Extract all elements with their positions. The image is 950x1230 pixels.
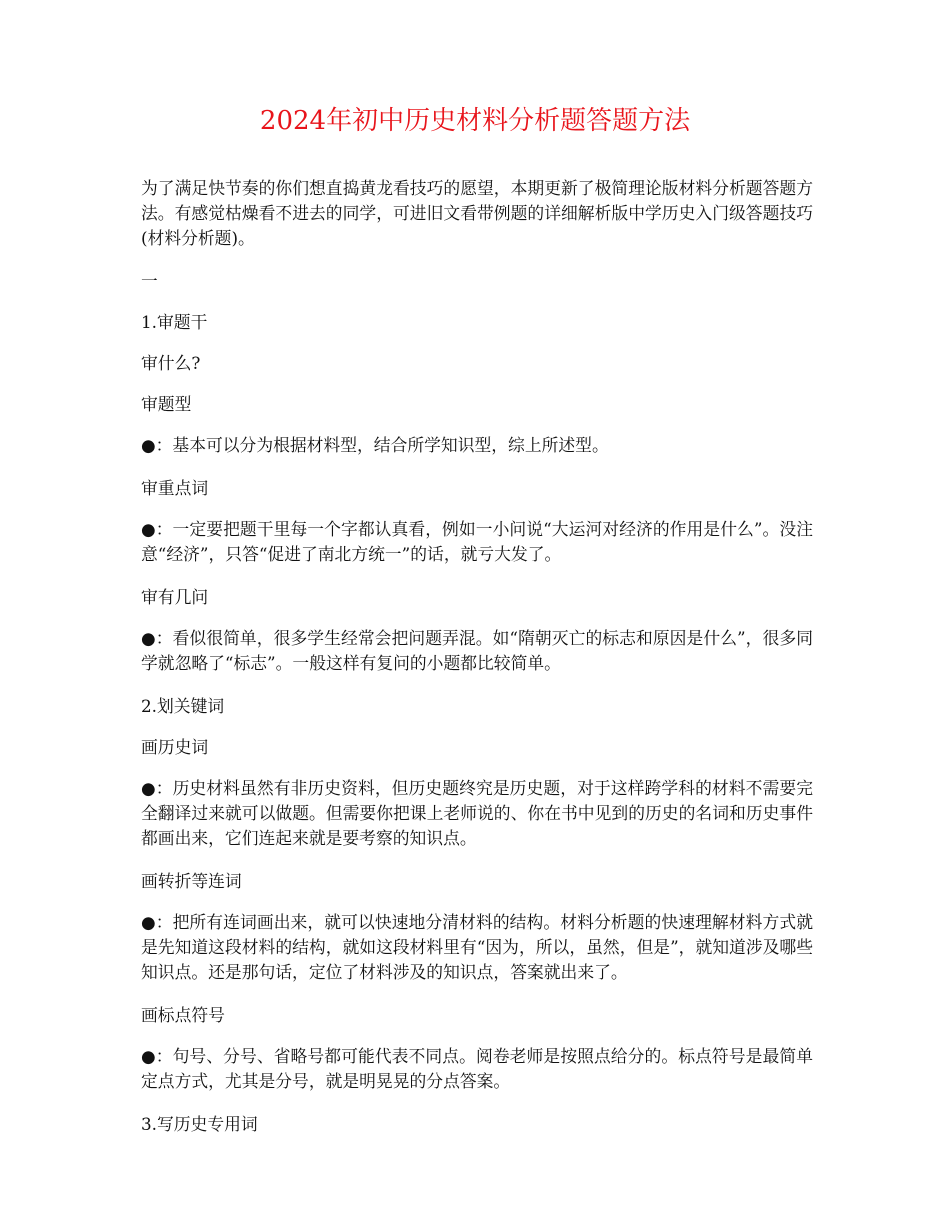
subheading: 画转折等连词: [141, 871, 242, 891]
bullet-paragraph: ●：基本可以分为根据材料型，结合所学知识型，综上所述型。: [141, 435, 609, 455]
bullet-paragraph: ●：看似很简单，很多学生经常会把问题弄混。如“隋朝灭亡的标志和原因是什么”，很多同学就忽略了“标志”。一般这样有复问的小题都比较简单。: [141, 628, 813, 673]
bullet-paragraph: ●：一定要把题干里每一个字都认真看，例如一小问说“大运河对经济的作用是什么”。没注意“经济”，只答“促进了南北方统一”的话，就亏大发了。: [141, 519, 813, 564]
subheading: 画标点符号: [141, 1005, 225, 1025]
subheading: 审有几问: [141, 587, 209, 607]
document-title: 2024年初中历史材料分析题答题方法: [259, 106, 691, 136]
subheading: 审重点词: [141, 478, 209, 498]
subheading: 审什么?: [141, 353, 201, 373]
bullet-paragraph: ●：把所有连词画出来，就可以快速地分清材料的结构。材料分析题的快速理解材料方式就是先知道这段材料的结构，就如这段材料里有“因为，所以，虽然，但是”，就知道涉及哪些知识点。还是那句话，定位了材料涉及的知识点，答案就出来了。: [141, 912, 813, 982]
section-heading-1: 1.审题干: [141, 312, 208, 332]
subheading: 画历史词: [141, 737, 209, 757]
bullet-paragraph: ●：句号、分号、省略号都可能代表不同点。阅卷老师是按照点给分的。标点符号是最简单定点方式，尤其是分号，就是明晃晃的分点答案。: [141, 1046, 813, 1091]
section-heading-3: 3.写历史专用词: [141, 1114, 258, 1134]
bullet-paragraph: ●：历史材料虽然有非历史资料，但历史题终究是历史题，对于这样跨学科的材料不需要完全翻译过来就可以做题。但需要你把课上老师说的、你在书中见到的历史的名词和历史事件都画出来，它们连起来就是要考察的知识点。: [141, 778, 813, 848]
intro-paragraph: 为了满足快节奏的你们想直捣黄龙看技巧的愿望，本期更新了极简理论版材料分析题答题方法。有感觉枯燥看不进去的同学，可进旧文看带例题的详细解析版中学历史入门级答题技巧(材料分析题)。: [141, 178, 813, 248]
document-body: [141, 176, 813, 1153]
subheading: 审题型: [141, 394, 192, 414]
section-heading-2: 2.划关键词: [141, 696, 225, 716]
section-marker: 一: [141, 271, 158, 291]
